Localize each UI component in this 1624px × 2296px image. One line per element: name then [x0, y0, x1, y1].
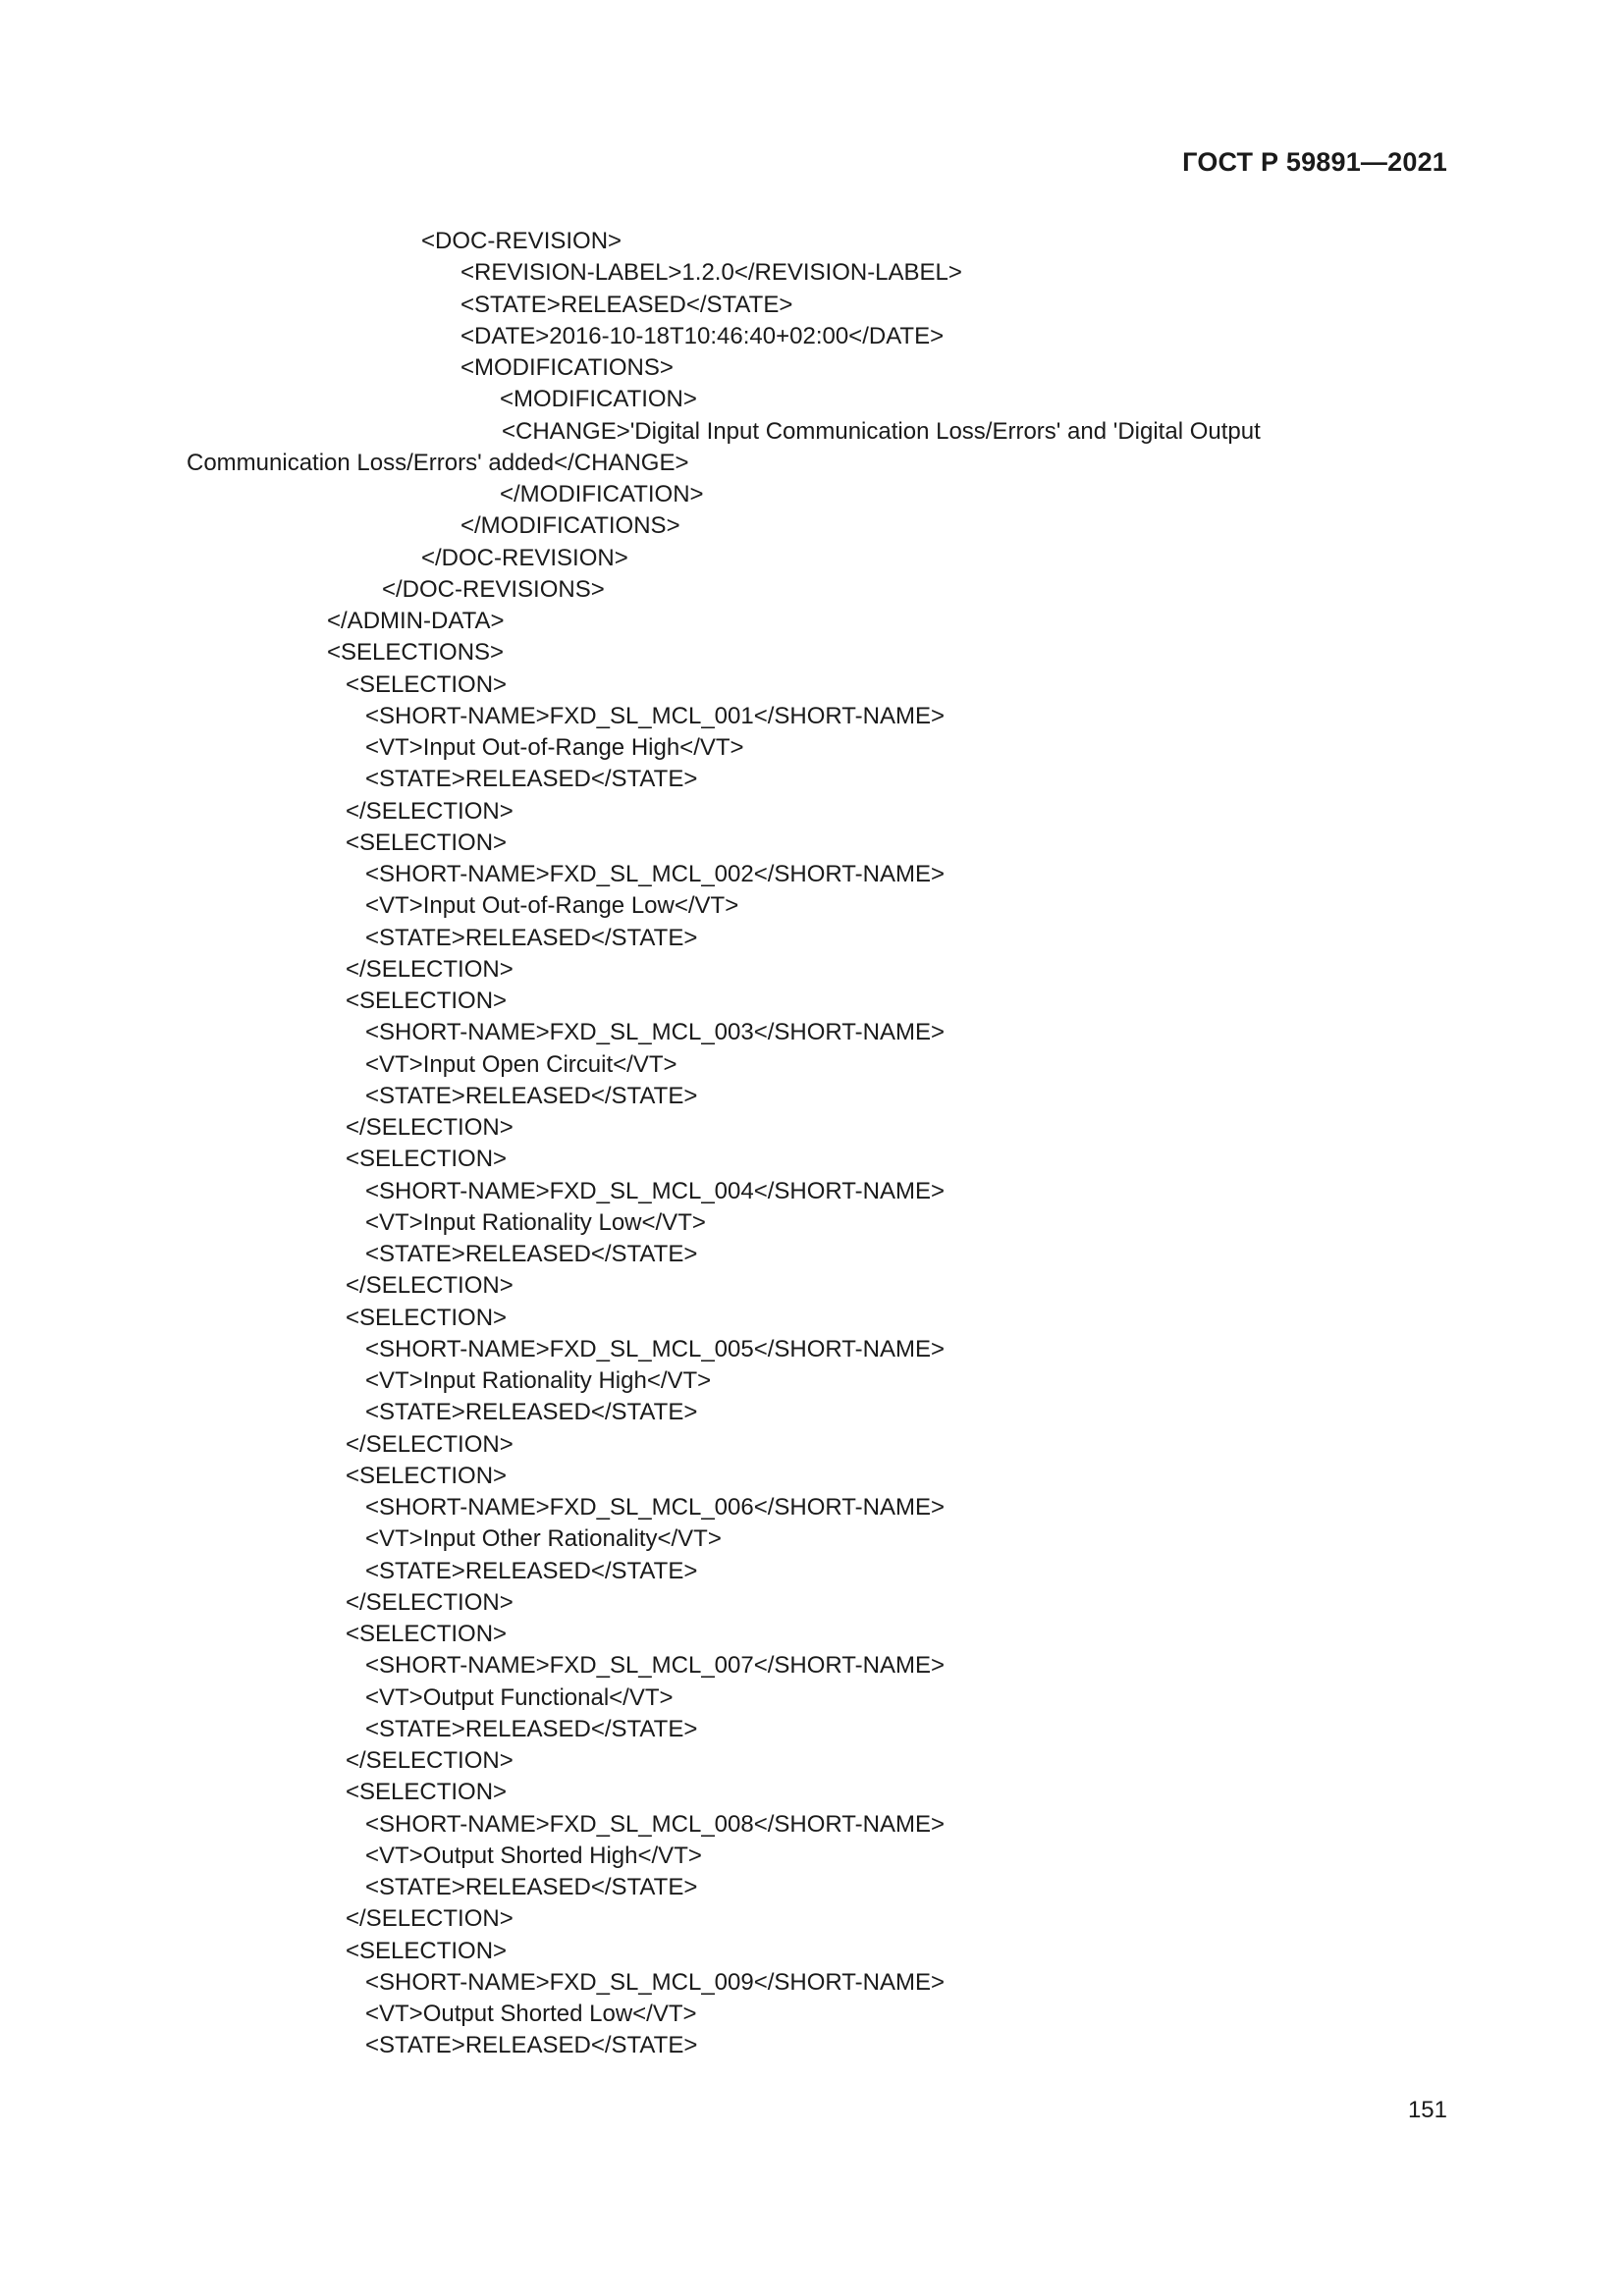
code-line: <STATE>RELEASED</STATE>: [460, 291, 793, 318]
code-line: <VT>Input Open Circuit</VT>: [365, 1050, 677, 1078]
code-line: <SHORT-NAME>FXD_SL_MCL_001</SHORT-NAME>: [365, 702, 945, 729]
code-line: <STATE>RELEASED</STATE>: [365, 1082, 698, 1109]
code-line: Communication Loss/Errors' added</CHANGE>: [187, 449, 689, 476]
code-line: <STATE>RELEASED</STATE>: [365, 2032, 698, 2059]
code-line: <VT>Output Functional</VT>: [365, 1683, 674, 1711]
code-line: <VT>Input Rationality High</VT>: [365, 1367, 712, 1394]
code-line: <SELECTION>: [346, 670, 508, 698]
document-code-header: ГОСТ Р 59891—2021: [1182, 147, 1447, 177]
code-line: <VT>Input Other Rationality</VT>: [365, 1525, 722, 1553]
code-line: </SELECTION>: [346, 1588, 514, 1616]
code-line: <SELECTION>: [346, 1304, 508, 1331]
code-line: <SHORT-NAME>FXD_SL_MCL_006</SHORT-NAME>: [365, 1494, 945, 1521]
code-line: <SELECTION>: [346, 1146, 508, 1173]
code-line: <SELECTION>: [346, 1621, 508, 1647]
code-line: </SELECTION>: [346, 1747, 514, 1774]
code-line: <MODIFICATIONS>: [460, 354, 674, 381]
code-line: <SELECTION>: [346, 988, 508, 1014]
code-line: <VT>Output Shorted High</VT>: [365, 1842, 702, 1869]
code-line: <SELECTION>: [346, 1937, 508, 1964]
code-line: <SHORT-NAME>FXD_SL_MCL_008</SHORT-NAME>: [365, 1810, 945, 1838]
code-line: <SHORT-NAME>FXD_SL_MCL_009</SHORT-NAME>: [365, 1968, 945, 1996]
code-line: </SELECTION>: [346, 1905, 514, 1933]
code-line: <CHANGE>'Digital Input Communication Loss/Errors' and 'Digital Output: [502, 417, 1261, 445]
code-line: </SELECTION>: [346, 955, 514, 983]
code-line: </SELECTION>: [346, 1272, 514, 1300]
code-line: <DOC-REVISION>: [421, 228, 623, 254]
code-line: <STATE>RELEASED</STATE>: [365, 766, 698, 793]
code-line: <REVISION-LABEL>1.2.0</REVISION-LABEL>: [460, 259, 962, 287]
code-line: <STATE>RELEASED</STATE>: [365, 924, 698, 951]
code-line: <SELECTIONS>: [327, 639, 505, 667]
code-line: <VT>Input Out-of-Range High</VT>: [365, 734, 744, 761]
code-line: <SHORT-NAME>FXD_SL_MCL_005</SHORT-NAME>: [365, 1335, 945, 1362]
code-line: <SELECTION>: [346, 1462, 508, 1489]
code-line: </SELECTION>: [346, 1430, 514, 1458]
code-line: <SELECTION>: [346, 1779, 508, 1806]
page-number: 151: [1407, 2097, 1447, 2123]
code-line: <SELECTION>: [346, 828, 508, 856]
xml-code-listing: [187, 226, 1453, 2062]
code-line: <VT>Output Shorted Low</VT>: [365, 2001, 697, 2027]
code-line: <STATE>RELEASED</STATE>: [365, 1715, 698, 1742]
code-line: <SHORT-NAME>FXD_SL_MCL_003</SHORT-NAME>: [365, 1019, 945, 1046]
code-line: <MODIFICATION>: [500, 386, 697, 413]
code-line: </DOC-REVISION>: [421, 544, 628, 571]
code-line: <SHORT-NAME>FXD_SL_MCL_004</SHORT-NAME>: [365, 1177, 945, 1204]
code-line: <STATE>RELEASED</STATE>: [365, 1874, 698, 1900]
code-line: <VT>Input Rationality Low</VT>: [365, 1208, 706, 1236]
code-line: <STATE>RELEASED</STATE>: [365, 1241, 698, 1267]
code-line: </MODIFICATIONS>: [460, 512, 680, 540]
code-line: </SELECTION>: [346, 1114, 514, 1141]
code-line: <SHORT-NAME>FXD_SL_MCL_002</SHORT-NAME>: [365, 861, 945, 887]
code-line: <VT>Input Out-of-Range Low</VT>: [365, 892, 739, 920]
code-line: </SELECTION>: [346, 797, 514, 825]
code-line: </ADMIN-DATA>: [327, 608, 505, 634]
code-line: <DATE>2016-10-18T10:46:40+02:00</DATE>: [460, 322, 945, 349]
code-line: <STATE>RELEASED</STATE>: [365, 1399, 698, 1426]
code-line: <SHORT-NAME>FXD_SL_MCL_007</SHORT-NAME>: [365, 1652, 945, 1680]
code-line: <STATE>RELEASED</STATE>: [365, 1557, 698, 1584]
code-line: </DOC-REVISIONS>: [382, 575, 605, 603]
code-line: </MODIFICATION>: [500, 481, 704, 507]
